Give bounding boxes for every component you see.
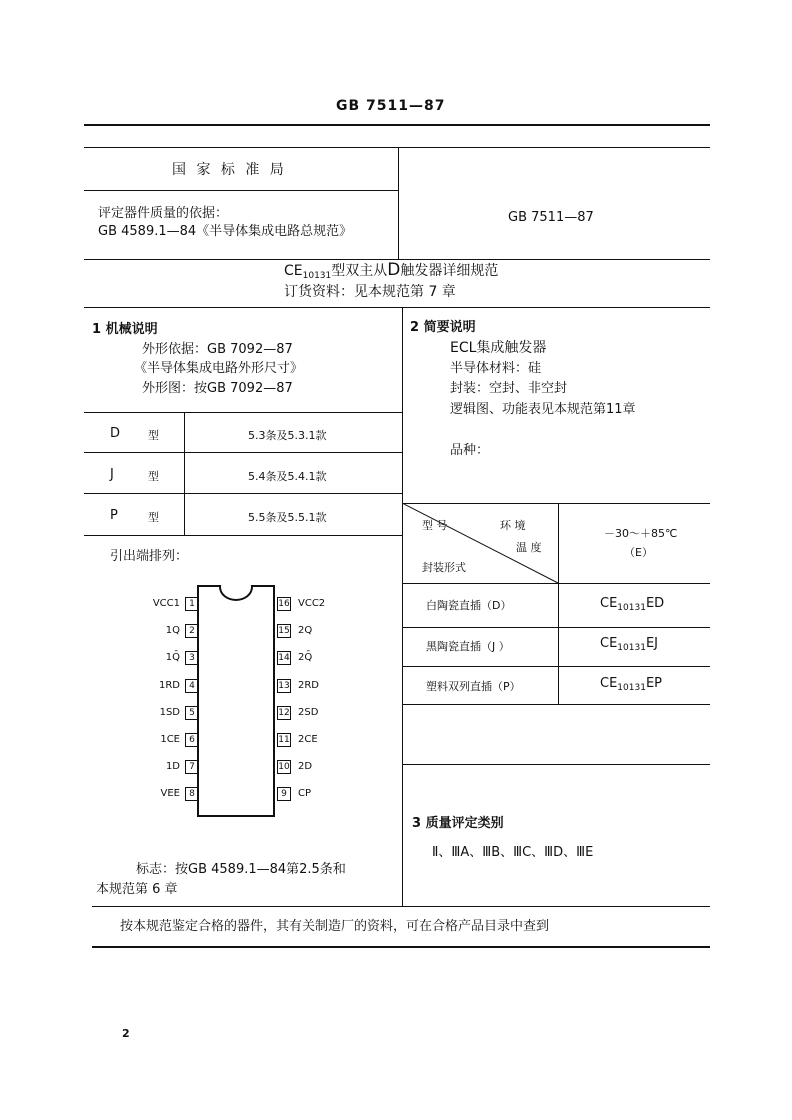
pin-5: 5 — [185, 706, 199, 720]
brief-item: 封装：空封、非空封 — [450, 381, 568, 396]
types-rule-3 — [84, 493, 402, 494]
footer-rule-top — [92, 906, 710, 907]
pin-label: 2SD — [298, 706, 319, 718]
pin-16: 16 — [278, 599, 290, 609]
types-rule-4 — [84, 535, 402, 536]
variety-code — [600, 596, 664, 616]
agency-name: 国 家 标 准 局 — [172, 162, 287, 178]
pin-15: 15 — [278, 626, 290, 637]
section3-rule — [402, 764, 710, 765]
header-code: GB 7511—87 — [336, 98, 446, 114]
brief-item: 半导体材料：硅 — [450, 361, 542, 376]
type-clause: 5.5条及5.5.1款 — [248, 511, 327, 524]
variety-rule-row3 — [402, 704, 710, 705]
brief-item: ECL集成触发器 — [450, 340, 547, 356]
outline-drawing: 外形图：按GB 7092—87 — [142, 381, 293, 396]
basis-doc: GB 4589.1—84《半导体集成电路总规范》 — [98, 224, 353, 239]
type-unit: 型 — [148, 429, 159, 442]
pin-11: 11 — [278, 735, 290, 745]
code-suffix: EJ — [645, 636, 658, 651]
header-env1: 环 境 — [500, 519, 526, 532]
outline-doc: 《半导体集成电路外形尺寸》 — [134, 361, 304, 376]
title-d: D — [387, 260, 401, 280]
type-unit: 型 — [148, 511, 159, 524]
pin-3: 3 — [185, 651, 199, 665]
footer-note: 按本规范鉴定合格的器件，其有关制造厂的资料，可在合格产品目录中查到 — [120, 919, 550, 934]
type-clause: 5.3条及5.3.1款 — [248, 429, 327, 442]
title-bottom-rule — [84, 307, 710, 308]
quality-categories: Ⅱ、ⅢA、ⅢB、ⅢC、ⅢD、ⅢE — [432, 845, 594, 860]
variety-rule-row1 — [402, 627, 710, 628]
pin-label: 1RD — [158, 679, 180, 691]
code-prefix: CE — [600, 676, 618, 691]
pin-12: 12 — [278, 707, 290, 718]
pin-label: VCC2 — [298, 598, 326, 609]
header-package: 封装形式 — [422, 561, 466, 574]
code-prefix: CE — [600, 636, 618, 651]
variety-code — [600, 676, 662, 696]
pin-10: 10 — [278, 762, 290, 773]
pin-13: 13 — [278, 680, 290, 691]
variety-package: 塑料双列直插（P） — [426, 680, 521, 693]
title-prefix: CE — [284, 263, 303, 279]
type-unit: 型 — [148, 470, 159, 483]
pin-label: 2RD — [298, 679, 320, 691]
pin-14: 14 — [278, 653, 290, 664]
header-env2: 温 度 — [516, 541, 542, 554]
header-temp-range: －30～＋85℃ — [604, 527, 678, 540]
code-number: 10131 — [617, 683, 646, 693]
title-number: 10131 — [302, 271, 332, 281]
header-model: 型 号 — [422, 519, 448, 532]
code-suffix: EP — [645, 676, 662, 691]
pin-2: 2 — [185, 624, 199, 638]
types-rule-2 — [84, 452, 402, 453]
basis-label: 评定器件质量的依据： — [98, 206, 229, 221]
variety-label: 品种： — [450, 443, 490, 458]
type-clause: 5.4条及5.4.1款 — [248, 470, 327, 483]
agency-rule — [84, 190, 398, 191]
middle-divider — [402, 307, 403, 906]
pin-label: CP — [298, 788, 312, 800]
type-letter: P — [110, 508, 118, 523]
type-letter: D — [110, 426, 121, 441]
header-rule — [84, 124, 710, 126]
pin-label: 1D — [165, 761, 180, 773]
pin-label: 2D — [298, 761, 313, 773]
pin-4: 4 — [185, 679, 199, 693]
title-post: 触发器详细规范 — [400, 263, 499, 279]
chip-body — [197, 585, 275, 817]
table-top-rule — [84, 147, 710, 148]
page-number: 2 — [122, 1027, 130, 1040]
pin-label: 1Q — [165, 625, 180, 637]
brief-item: 逻辑图、功能表见本规范第11章 — [450, 402, 636, 417]
pin-label: VEE — [160, 788, 180, 800]
type-letter: J — [110, 467, 114, 482]
pin-6: 6 — [185, 733, 199, 747]
chip-notch — [219, 573, 253, 601]
variety-package: 黑陶瓷直插（J ） — [426, 640, 510, 653]
types-rule-1 — [84, 412, 402, 413]
section3-heading: 3 质量评定类别 — [412, 816, 504, 831]
std-code: GB 7511—87 — [508, 210, 594, 225]
section2-heading: 2 简要说明 — [410, 320, 476, 335]
title-mid: 型双主从 — [331, 263, 388, 279]
marking-line2: 本规范第 6 章 — [96, 882, 178, 897]
pin-label: 1Q̄ — [165, 652, 180, 664]
types-col-divider — [184, 412, 185, 535]
pin-8: 8 — [185, 787, 199, 801]
pinout-label: 引出端排列： — [110, 549, 189, 564]
outline-basis: 外形依据：GB 7092—87 — [142, 342, 293, 357]
pin-label: 2Q̄ — [298, 652, 313, 664]
variety-package: 白陶瓷直插（D） — [426, 599, 512, 612]
marking-line1: 标志：按GB 4589.1—84第2.5条和 — [136, 862, 346, 877]
spec-title — [284, 262, 498, 284]
pin-label: VCC1 — [152, 598, 180, 609]
pin-7: 7 — [185, 760, 199, 774]
pin-1: 1 — [185, 597, 199, 611]
header-temp-code: （E） — [624, 546, 653, 559]
code-number: 10131 — [617, 643, 646, 653]
section1-heading: 1 机械说明 — [92, 322, 158, 337]
variety-rule-row2 — [402, 666, 710, 667]
pin-9: 9 — [277, 787, 291, 801]
pin-label: 1CE — [160, 734, 180, 745]
top-divider — [398, 147, 399, 260]
code-number: 10131 — [617, 603, 646, 613]
pin-label: 1SD — [159, 706, 180, 718]
footer-rule-bottom — [92, 946, 710, 948]
pin-label: 2Q — [298, 625, 313, 637]
code-suffix: ED — [645, 596, 665, 611]
pin-label: 2CE — [298, 734, 318, 745]
variety-code — [600, 636, 658, 656]
order-info: 订货资料：见本规范第 7 章 — [284, 284, 456, 300]
code-prefix: CE — [600, 596, 618, 611]
